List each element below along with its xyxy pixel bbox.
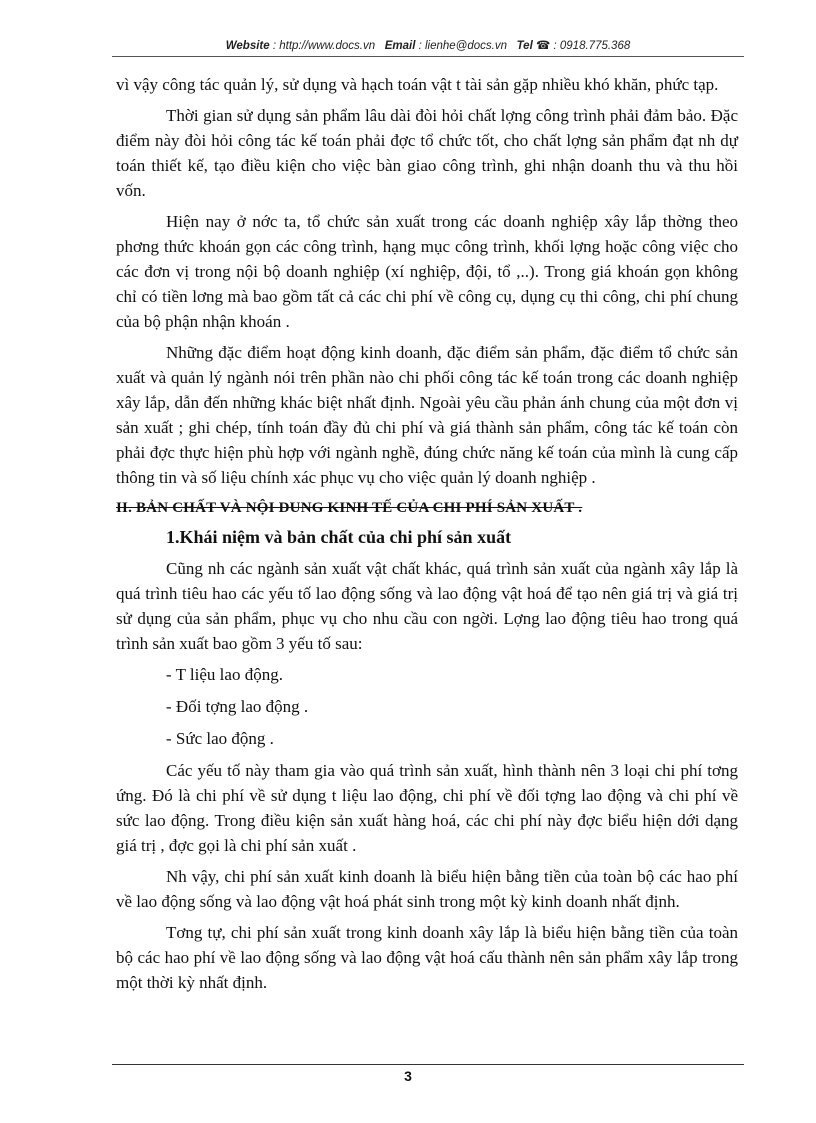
footer-divider <box>112 1064 744 1065</box>
document-body <box>116 72 738 1001</box>
paragraph-8: Tơng tự, chi phí sản xuất trong kinh doanh xây lắp là biểu hiện bằng tiền của toàn bộ các hao phí về lao động sống và lao động vật hoá cấu thành nên sản phẩm xây lắp trong một thời kỳ nhất định. <box>116 923 738 992</box>
website-label: Website <box>225 40 270 52</box>
list-item: - Sức lao động . <box>166 729 274 748</box>
list-item: - Đối tợng lao động . <box>166 697 309 716</box>
paragraph-1: vì vậy công tác quản lý, sử dụng và hạch toán vật t tài sản gặp nhiều khó khăn, phức tạp. <box>116 75 719 94</box>
section-heading: II. BẢN CHẤT VÀ NỘI DUNG KINH TẾ CỦA CHI PHÍ SẢN XUẤT . <box>116 500 583 516</box>
page-header <box>112 38 744 52</box>
page-number: 3 <box>404 1068 412 1084</box>
tel-value: : 0918.775.368 <box>553 40 631 52</box>
email-label: Email <box>384 40 416 52</box>
paragraph-2: Thời gian sử dụng sản phẩm lâu dài đòi hỏi chất lợng công trình phải đảm bảo. Đặc điểm này đòi hỏi công tác kế toán phải đợc tổ chức tốt, cho chất lợng sản phẩm đạt nh dự toán thiết kế, tạo điều kiện cho việc bàn giao công trình, ghi nhận doanh thu và thu hồi vốn. <box>116 106 738 200</box>
paragraph-3: Hiện nay ở nớc ta, tổ chức sản xuất trong các doanh nghiệp xây lắp thờng theo phơng thức khoán gọn các công trình, hạng mục công trình, khối lợng hoặc công việc cho các đơn vị trong nội bộ doanh nghiệp (xí nghiệp, đội, tổ ,..). Trong giá khoán gọn không chỉ có tiền lơng mà bao gồm tất cả các chi phí về công cụ, dụng cụ thi công, chi phí chung của bộ phận nhận khoán . <box>116 212 738 331</box>
tel-label: Tel ☎ <box>516 40 551 52</box>
paragraph-4: Những đặc điểm hoạt động kinh doanh, đặc điểm sản phẩm, đặc điểm tổ chức sản xuất và quản lý ngành nói trên phần nào chi phối công tác kế toán trong các doanh nghiệp xây lắp, dẫn đến những khác biệt nhất định. Ngoài yêu cầu phản ánh chung của một đơn vị sản xuất ; ghi chép, tính toán đầy đủ chi phí và giá thành sản phẩm, công tác kế toán còn phải đợc thực hiện phù hợp với ngành nghề, đúng chức năng kế toán của mình là cung cấp thông tin và số liệu chính xác phục vụ cho việc quản lý doanh nghiệp . <box>116 343 738 487</box>
email-value: : lienhe@docs.vn <box>418 40 507 52</box>
paragraph-5: Cũng nh các ngành sản xuất vật chất khác, quá trình sản xuất của ngành xây lắp là quá trình tiêu hao các yếu tố lao động sống và lao động vật hoá để tạo nên giá trị và giá trị sử dụng của sản phẩm, phục vụ cho nhu cầu con ngời. Lợng lao động tiêu hao trong quá trình sản xuất bao gồm 3 yếu tố sau: <box>116 559 738 653</box>
header-divider <box>112 56 744 57</box>
list-item: - T liệu lao động. <box>166 665 283 684</box>
paragraph-6: Các yếu tố này tham gia vào quá trình sản xuất, hình thành nên 3 loại chi phí tơng ứng. Đó là chi phí về sử dụng t liệu lao động, chi phí về đối tợng lao động và chi phí về sức lao động. Trong điều kiện sản xuất hàng hoá, các chi phí này đợc biểu hiện dới dạng giá trị , đợc gọi là chi phí sản xuất . <box>116 761 738 855</box>
paragraph-7: Nh vậy, chi phí sản xuất kinh doanh là biểu hiện bằng tiền của toàn bộ các hao phí về lao động sống và lao động vật hoá phát sinh trong một kỳ kinh doanh nhất định. <box>116 867 738 911</box>
subsection-heading: 1.Khái niệm và bản chất của chi phí sản xuất <box>166 527 512 547</box>
website-value: : http://www.docs.vn <box>272 40 376 52</box>
